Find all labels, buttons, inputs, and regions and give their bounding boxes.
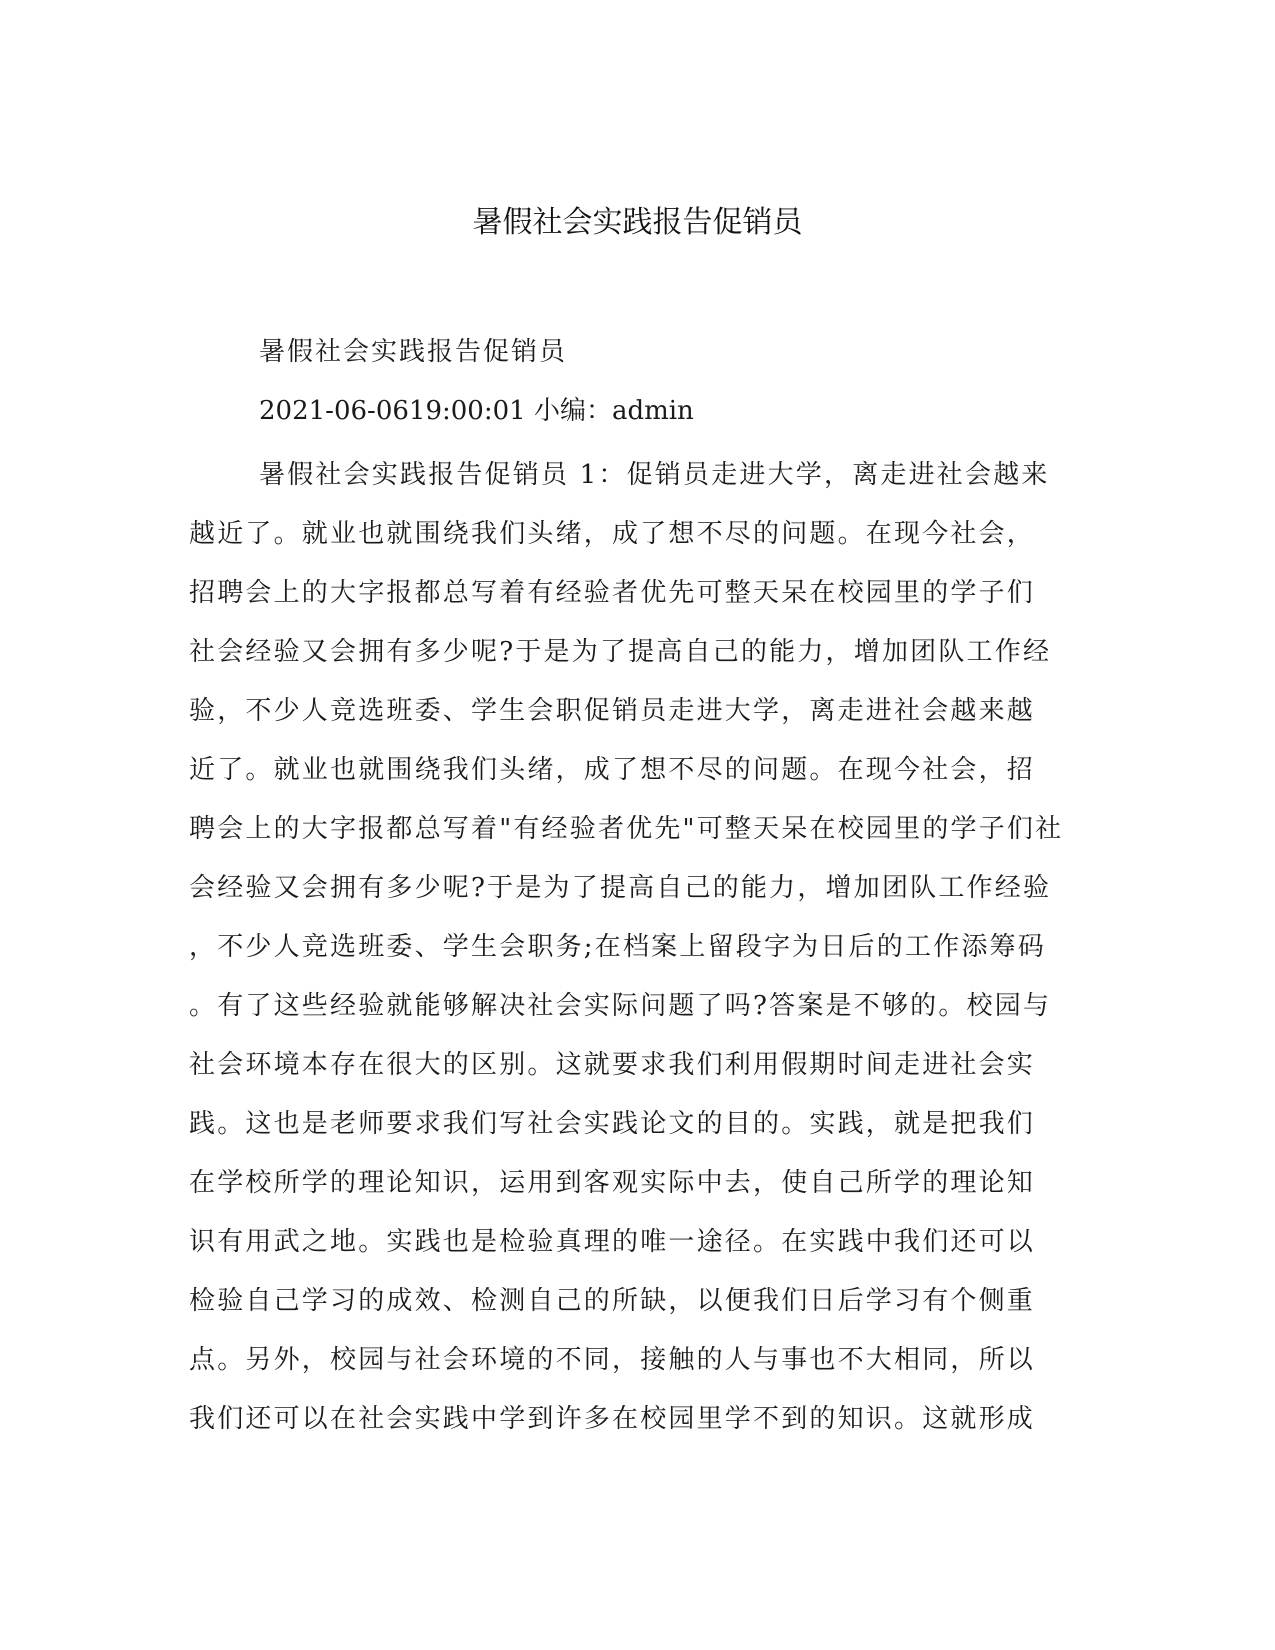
body-line: 检验自己学习的成效、检测自己的所缺，以便我们日后学习有个侧重 [189,1286,1036,1316]
body-line: 践。这也是老师要求我们写社会实践论文的目的。实践，就是把我们 [189,1109,1036,1139]
document-title: 暑假社会实践报告促销员 [472,205,803,240]
document-subtitle: 暑假社会实践报告促销员 [259,337,568,367]
body-line: 会经验又会拥有多少呢?于是为了提高自己的能力，增加团队工作经验 [189,873,1052,903]
body-line: 招聘会上的大字报都总写着有经验者优先可整天呆在校园里的学子们 [189,578,1036,608]
body-line: 验，不少人竞选班委、学生会职促销员走进大学，离走进社会越来越 [189,696,1036,726]
body-line: 社会环境本存在很大的区别。这就要求我们利用假期时间走进社会实 [189,1050,1036,1080]
body-line: 点。另外，校园与社会环境的不同，接触的人与事也不大相同，所以 [189,1345,1036,1375]
body-line: 近了。就业也就围绕我们头绪，成了想不尽的问题。在现今社会，招 [189,755,1036,785]
body-line: 。有了这些经验就能够解决社会实际问题了吗?答案是不够的。校园与 [189,991,1052,1021]
body-line: 暑假社会实践报告促销员 1：促销员走进大学，离走进社会越来 [259,460,1050,490]
body-text [189,450,1069,1453]
body-line: 社会经验又会拥有多少呢?于是为了提高自己的能力，增加团队工作经 [189,637,1052,667]
body-line: 在学校所学的理论知识，运用到客观实际中去，使自己所学的理论知 [189,1168,1036,1198]
date-author-line: 2021-06-0619:00:01 小编：admin [259,396,694,426]
body-line: 越近了。就业也就围绕我们头绪，成了想不尽的问题。在现今社会， [189,519,1036,549]
body-line: 识有用武之地。实践也是检验真理的唯一途径。在实践中我们还可以 [189,1227,1036,1257]
body-line: 聘会上的大字报都总写着"有经验者优先"可整天呆在校园里的学子们社 [189,814,1064,844]
body-line: ，不少人竞选班委、学生会职务;在档案上留段字为日后的工作添筹码 [189,932,1046,962]
body-line: 我们还可以在社会实践中学到许多在校园里学不到的知识。这就形成 [189,1404,1036,1434]
